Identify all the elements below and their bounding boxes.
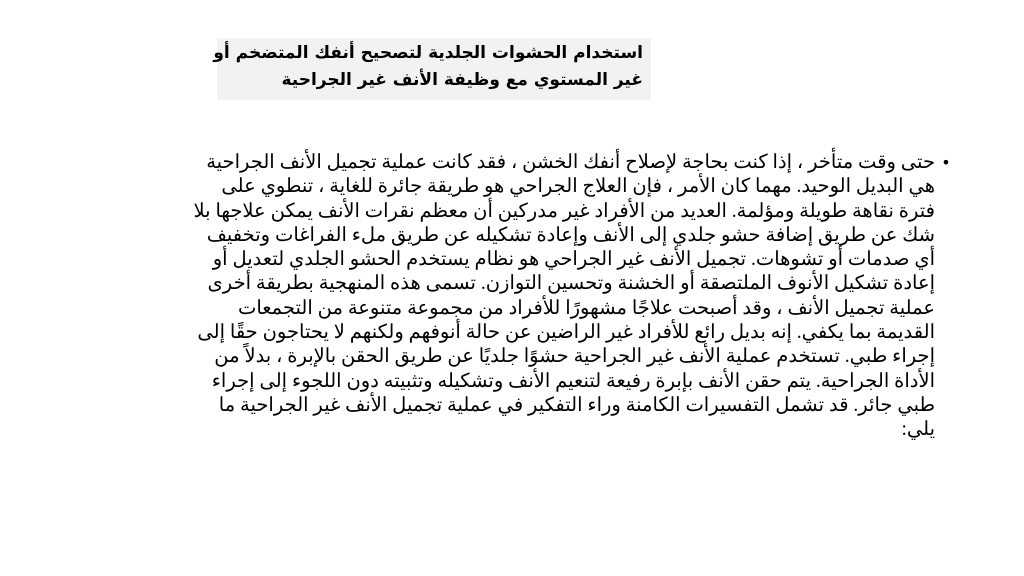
paragraph-line: هي البديل الوحيد. مهما كان الأمر ، فإن العلاج الجراحي هو طريقة جائرة للغاية ، تنطوي على [221, 176, 935, 198]
bullet-paragraph [95, 151, 935, 443]
paragraph-line: عملية تجميل الأنف ، وقد أصبحت علاجًا مشهورًا للأفراد من مجموعة متنوعة من التجمعات [237, 297, 935, 319]
title-line-2: غير المستوي مع وظيفة الأنف غير الجراحية [281, 70, 643, 90]
paragraph-line: الأداة الجراحية. يتم حقن الأنف بإبرة رفيعة لتنعيم الأنف وتشكيله وتثبيته دون اللجوء إلى إجراء [211, 370, 935, 392]
paragraph-line: يلي: [901, 419, 935, 441]
paragraph-line: إجراء طبي. تستخدم عملية الأنف غير الجراحية حشوًا جلديًا عن طريق الحقن بالإبرة ، بدلاً من [214, 346, 935, 368]
paragraph-line: شك عن طريق إضافة حشو جلدي إلى الأنف وإعادة تشكيله عن طريق ملء الفراغات وتخفيف [206, 224, 935, 246]
paragraph-line: فترة نقاهة طويلة ومؤلمة. العديد من الأفراد غير مدركين أن معظم نقرات الأنف يمكن علاجها بلا [193, 200, 935, 222]
slide-body [95, 151, 957, 443]
bullet-icon: • [941, 153, 951, 172]
bullet-item [95, 151, 957, 443]
paragraph-line: إعادة تشكيل الأنوف الملتصقة أو الخشنة وتحسين التوازن. تسمى هذه المنهجية بطريقة أخرى [207, 273, 935, 295]
paragraph-line: حتى وقت متأخر ، إذا كنت بحاجة لإصلاح أنفك الخشن ، فقد كانت عملية تجميل الأنف الجراحية [206, 152, 935, 173]
paragraph-line: طبي جائر. قد تشمل التفسيرات الكامنة وراء التفكير في عملية تجميل الأنف غير الجراحية ما [218, 394, 935, 416]
title-line-1: استخدام الحشوات الجلدية لتصحيح أنفك المتضخم أو [213, 43, 643, 63]
slide-title [213, 38, 651, 100]
paragraph-line: القديمة بما يكفي. إنه بديل رائع للأفراد غير الراضين عن حالة أنوفهم ولكنهم لا يحتاجون حقًا إلى [197, 322, 935, 344]
paragraph-line: أي صدمات أو تشوهات. تجميل الأنف غير الجراحي هو نظام يستخدم الحشو الجلدي لتعديل أو [212, 249, 935, 271]
